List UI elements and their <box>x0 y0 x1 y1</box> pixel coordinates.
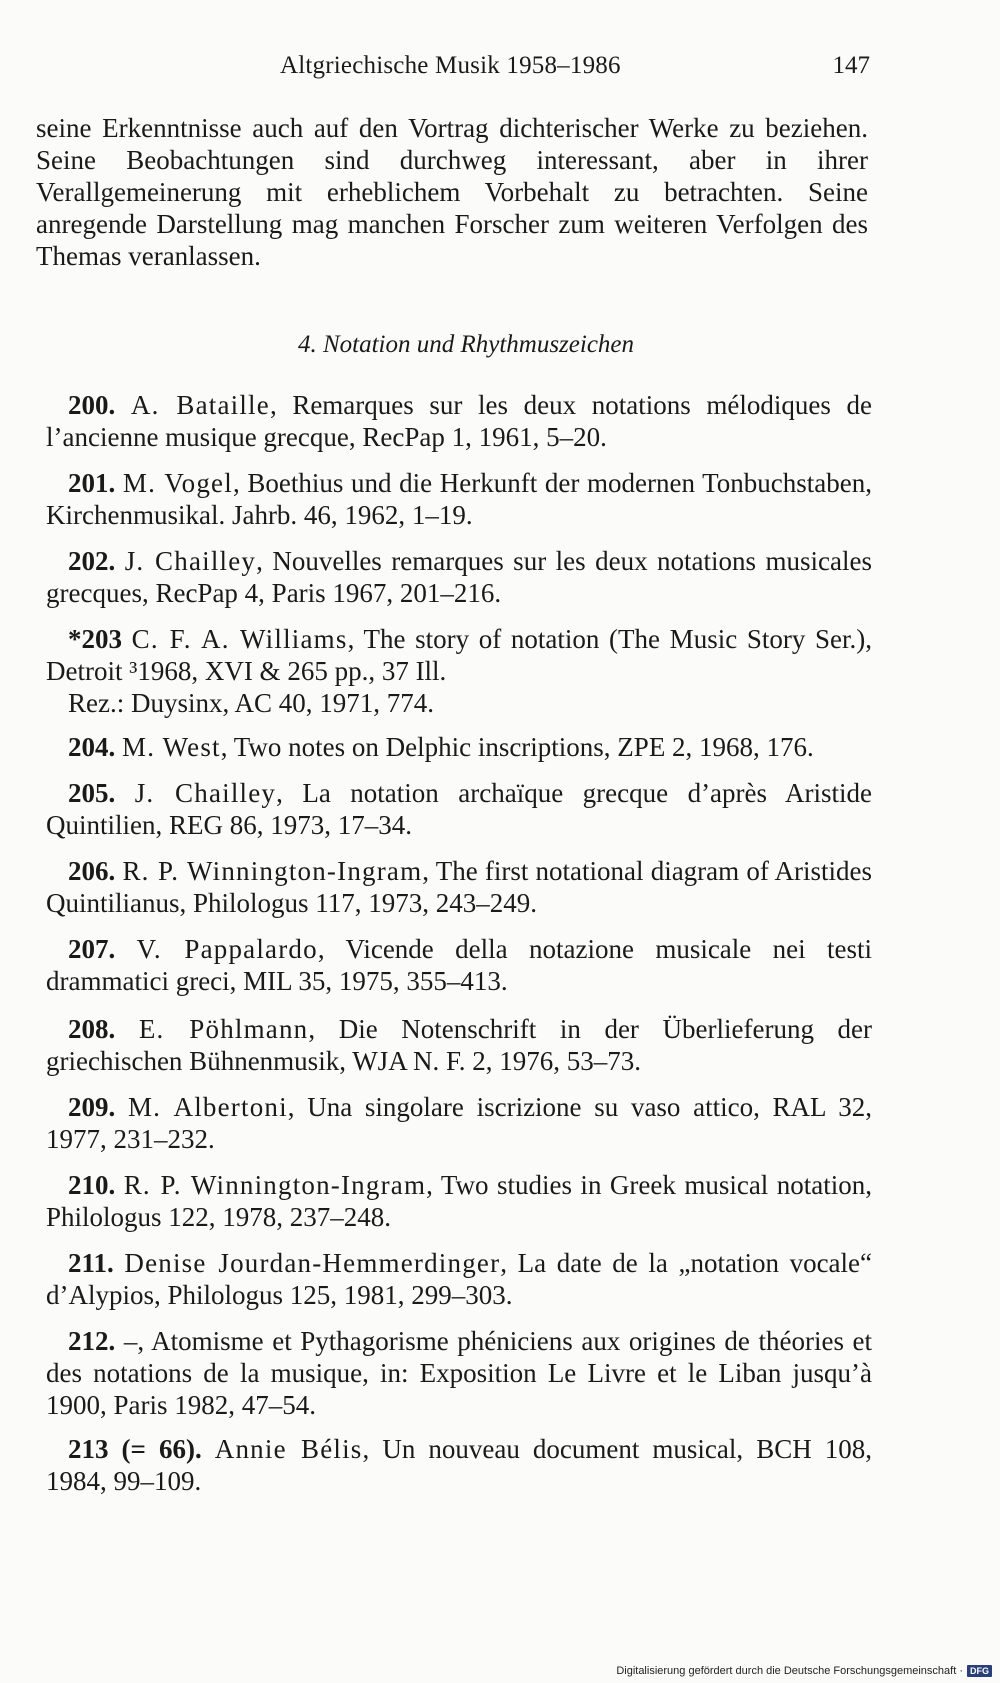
digitization-credit <box>616 1665 992 1677</box>
entry-number: 213 (= 66). <box>68 1434 202 1464</box>
entry-number: 206. <box>68 856 116 886</box>
entry-number: 202. <box>68 546 116 576</box>
entry-citation: , The story of notation (The Music Story Ser.), Detroit ³1968, XVI & 265 pp., 37 Ill. <box>46 624 872 686</box>
entry-citation: , The first notational diagram of Aristides Quintilianus, Philologus 117, 1973, 243–249. <box>46 856 872 918</box>
review-note: Rez.: Duysinx, AC 40, 1971, 774. <box>68 688 435 718</box>
entry-citation: , Nouvelles remarques sur les deux notations musicales grecques, RecPap 4, Paris 1967, 201–216. <box>46 546 872 608</box>
entry-author: E. Pöhlmann <box>138 1014 309 1044</box>
entry-author: Annie Bélis <box>214 1434 363 1464</box>
entry-author: M. West <box>122 732 221 762</box>
entry-number: 201. <box>68 468 116 498</box>
entry-citation: , La notation archaïque grecque d’après Aristide Quintilien, REG 86, 1973, 17–34. <box>46 778 872 840</box>
entry-number: 209. <box>68 1092 116 1122</box>
bibliography-entry <box>46 855 872 919</box>
entry-number: 200. <box>68 390 116 420</box>
bibliography-entry <box>46 933 872 997</box>
credit-text: Digitalisierung gefördert durch die Deutsche Forschungsgemeinschaft · <box>616 1665 963 1677</box>
entry-author: J. Chailley <box>134 778 277 808</box>
entry-author: R. P. Winnington-Ingram <box>123 1170 427 1200</box>
bibliography-entry <box>46 1169 872 1233</box>
entry-author: R. P. Winnington-Ingram <box>122 856 423 886</box>
entry-number: 212. <box>68 1326 116 1356</box>
entry-author: C. F. A. Williams <box>131 624 348 654</box>
entry-author: M. Albertoni <box>127 1092 288 1122</box>
bibliography-entry <box>46 467 872 531</box>
entry-author: M. Vogel <box>122 468 233 498</box>
entry-citation: , Two notes on Delphic inscriptions, ZPE 2, 1968, 176. <box>220 732 814 762</box>
bibliography-entry <box>46 731 872 763</box>
bibliography-entry <box>46 545 872 609</box>
entry-citation: , Un nouveau document musical, BCH 108, 1984, 99–109. <box>46 1434 873 1496</box>
entry-citation: , La date de la „notation vocale“ d’Alypios, Philologus 125, 1981, 299–303. <box>46 1248 872 1310</box>
entry-citation: , Una singolare iscrizione su vaso attico, RAL 32, 1977, 231–232. <box>46 1092 872 1154</box>
entry-number: 204. <box>68 732 116 762</box>
entry-citation: , Two studies in Greek musical notation, Philologus 122, 1978, 237–248. <box>46 1170 873 1232</box>
entry-number: 207. <box>68 934 116 964</box>
entry-citation: –, Atomisme et Pythagorisme phéniciens aux origines de théories et des notations de la musique, in: Exposition Le Livre et le Liban jusqu’à 1900, Paris 1982, 47–54. <box>46 1326 873 1420</box>
bibliography-entry <box>46 1325 872 1421</box>
section-heading: 4. Notation und Rhythmuszeichen <box>297 331 635 358</box>
bibliography-entry <box>46 777 872 841</box>
bibliography-entry <box>46 389 872 453</box>
dfg-logo: DFG <box>967 1665 992 1677</box>
page-number: 147 <box>832 52 870 79</box>
entry-author: Denise Jourdan-Hemmerdinger <box>124 1248 501 1278</box>
entry-number: 205. <box>68 778 116 808</box>
entry-number: 211. <box>68 1248 114 1278</box>
entry-author: V. Pappalardo <box>136 934 318 964</box>
entry-number: *203 <box>68 624 122 654</box>
entry-citation: , Vicende della notazione musicale nei testi drammatici greci, MIL 35, 1975, 355–413. <box>46 934 872 996</box>
running-title: Altgriechische Musik 1958–1986 <box>280 52 621 79</box>
bibliography-entry <box>46 1433 872 1497</box>
entry-author: A. Bataille <box>130 390 270 420</box>
entry-author: J. Chailley <box>124 546 257 576</box>
entry-citation: , Boethius und die Herkunft der modernen Tonbuchstaben, Kirchenmusikal. Jahrb. 46, 1962, 1–19. <box>46 468 872 530</box>
bibliography-entry <box>46 623 872 687</box>
bibliography-list <box>46 389 872 1497</box>
bibliography-entry <box>46 1091 872 1155</box>
bibliography-entry <box>46 1013 872 1077</box>
bibliography-entry <box>46 1247 872 1311</box>
intro-paragraph: seine Erkenntnisse auch auf den Vortrag dichterischer Werke zu beziehen. Seine Beobachtungen sind durchweg interessant, aber in ihrer Verallgemeinerung mit erheblichem Vorbehalt zu betrachten. Seine anregende Darstellung mag manchen Forscher zum weiteren Verfolgen des Themas veranlassen. <box>36 113 868 271</box>
entry-citation: , Remarques sur les deux notations mélodiques de l’ancienne musique grecque, RecPap 1, 1961, 5–20. <box>46 390 872 452</box>
entry-number: 210. <box>68 1170 116 1200</box>
entry-number: 208. <box>68 1014 116 1044</box>
entry-citation: , Die Notenschrift in der Überlieferung der griechischen Bühnenmusik, WJA N. F. 2, 1976, 53–73. <box>46 1014 873 1076</box>
